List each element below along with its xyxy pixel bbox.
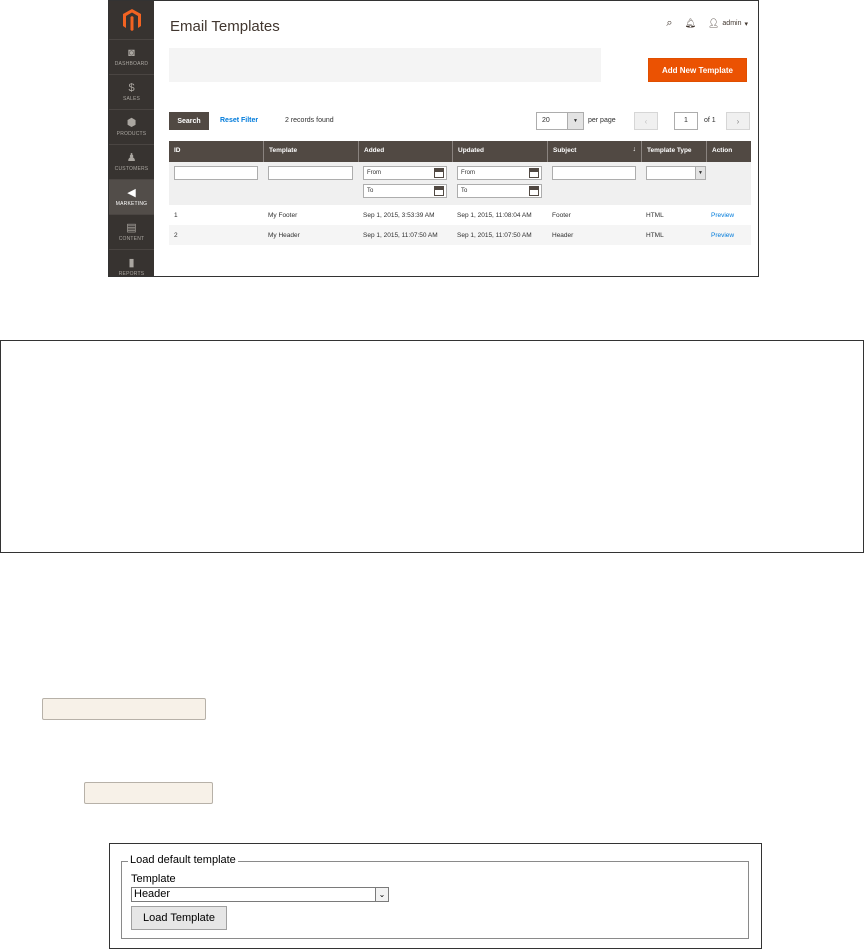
nav-label: DASHBOARD [114, 61, 149, 67]
chevron-down-icon: ▼ [695, 167, 705, 179]
cell-subject: Footer [552, 211, 571, 219]
load-template-button[interactable]: Load Template [131, 906, 227, 930]
records-count: 2 records found [285, 117, 334, 124]
date-placeholder: From [461, 170, 475, 176]
user-name: admin [722, 20, 742, 27]
empty-panel [0, 340, 864, 553]
chevron-left-icon: ‹ [644, 116, 648, 126]
previous-page-button[interactable] [634, 112, 658, 130]
subject-filter-input[interactable] [552, 166, 636, 180]
sort-arrow-icon: ↓ [632, 146, 636, 153]
nav-customers[interactable] [109, 144, 154, 179]
nav-dashboard[interactable] [109, 39, 154, 74]
search-icon[interactable]: ⌕ [666, 17, 673, 29]
column-header-id[interactable]: ID [174, 147, 181, 154]
box-icon: ⬢ [126, 117, 137, 129]
nav-marketing[interactable] [109, 179, 154, 214]
user-icon: 👤︎ [707, 18, 720, 28]
calendar-icon[interactable] [529, 168, 539, 178]
nav-label: SALES [122, 96, 141, 102]
cell-template: My Footer [268, 211, 298, 219]
column-header-template-type[interactable]: Template Type [641, 141, 706, 162]
grid-header-row [169, 141, 751, 162]
chevron-down-icon: ▼ [567, 113, 583, 129]
magento-logo-icon [123, 9, 141, 31]
date-placeholder: To [461, 188, 468, 194]
page-actions-bar [169, 48, 601, 82]
cell-type: HTML [646, 231, 664, 239]
nav-reports[interactable] [109, 249, 154, 277]
template-select[interactable] [131, 887, 389, 902]
cell-type: HTML [646, 211, 664, 219]
table-row[interactable] [169, 225, 751, 245]
nav-content[interactable] [109, 214, 154, 249]
load-template-screenshot [109, 843, 762, 949]
grid-filter-row [169, 162, 751, 205]
bar-chart-icon: ▮ [128, 257, 135, 269]
column-header-updated[interactable]: Updated [452, 141, 547, 162]
magento-logo[interactable] [109, 1, 154, 39]
date-placeholder: From [367, 170, 381, 176]
per-page-select[interactable] [536, 112, 584, 130]
column-header-template[interactable]: Template [263, 141, 358, 162]
added-from-input[interactable] [363, 166, 447, 180]
main-content [154, 1, 758, 276]
table-row[interactable] [169, 205, 751, 225]
calendar-icon[interactable] [434, 168, 444, 178]
column-header-action: Action [706, 141, 751, 162]
date-placeholder: To [367, 188, 374, 194]
bell-icon[interactable]: 🔔︎ [684, 18, 696, 28]
user-menu[interactable] [708, 18, 748, 29]
next-page-button[interactable] [726, 112, 750, 130]
content-icon: ▤ [126, 222, 137, 234]
template-filter-input[interactable] [268, 166, 353, 180]
calendar-icon[interactable] [434, 186, 444, 196]
cell-updated: Sep 1, 2015, 11:08:04 AM [457, 211, 532, 219]
cell-updated: Sep 1, 2015, 11:07:50 AM [457, 231, 532, 239]
admin-sidebar [109, 1, 154, 276]
reset-filter-link[interactable]: Reset Filter [220, 117, 259, 124]
highlight-field [84, 782, 213, 804]
page-number-input[interactable]: 1 [674, 112, 698, 130]
load-default-template-fieldset [121, 854, 749, 939]
column-header-subject[interactable] [547, 141, 641, 162]
nav-label: REPORTS [118, 271, 145, 277]
per-page-label: per page [588, 117, 616, 124]
grid-toolbar [169, 112, 750, 132]
fieldset-legend: Load default template [130, 854, 236, 866]
updated-from-input[interactable] [457, 166, 542, 180]
nav-label: MARKETING [115, 201, 148, 207]
id-filter-input[interactable] [174, 166, 258, 180]
add-new-template-button[interactable]: Add New Template [648, 58, 747, 82]
nav-label: CONTENT [118, 236, 145, 242]
page-total: of 1 [704, 117, 716, 124]
cell-added: Sep 1, 2015, 11:07:50 AM [363, 231, 438, 239]
preview-link[interactable]: Preview [711, 231, 735, 239]
template-label: Template [131, 873, 176, 885]
dollar-icon: $ [128, 82, 135, 94]
page-title: Email Templates [170, 18, 280, 35]
email-templates-screenshot [108, 0, 759, 277]
per-page-value: 20 [542, 117, 550, 124]
megaphone-icon: ◀ [127, 187, 136, 199]
cell-subject: Header [552, 231, 574, 239]
chevron-right-icon: › [736, 116, 740, 126]
templates-grid [169, 141, 751, 245]
template-type-filter-select[interactable] [646, 166, 706, 180]
chevron-down-icon: ▾ [744, 20, 748, 28]
highlight-field [42, 698, 206, 720]
cell-id: 2 [174, 231, 178, 239]
column-header-added[interactable]: Added [358, 141, 452, 162]
preview-link[interactable]: Preview [711, 211, 735, 219]
cell-template: My Header [268, 231, 300, 239]
dashboard-icon: ◙ [128, 47, 135, 59]
updated-to-input[interactable] [457, 184, 542, 198]
added-to-input[interactable] [363, 184, 447, 198]
template-select-value: Header [134, 888, 171, 900]
nav-label: PRODUCTS [116, 131, 147, 137]
nav-label: CUSTOMERS [114, 166, 149, 172]
nav-sales[interactable] [109, 74, 154, 109]
cell-added: Sep 1, 2015, 3:53:39 AM [363, 211, 435, 219]
header-actions [666, 17, 748, 30]
calendar-icon[interactable] [529, 186, 539, 196]
column-header-label: Subject [553, 147, 577, 154]
nav-products[interactable] [109, 109, 154, 144]
person-icon: ♟ [126, 152, 137, 164]
cell-id: 1 [174, 211, 178, 219]
search-button[interactable]: Search [169, 112, 209, 130]
chevron-down-icon: ⌄ [375, 888, 388, 901]
